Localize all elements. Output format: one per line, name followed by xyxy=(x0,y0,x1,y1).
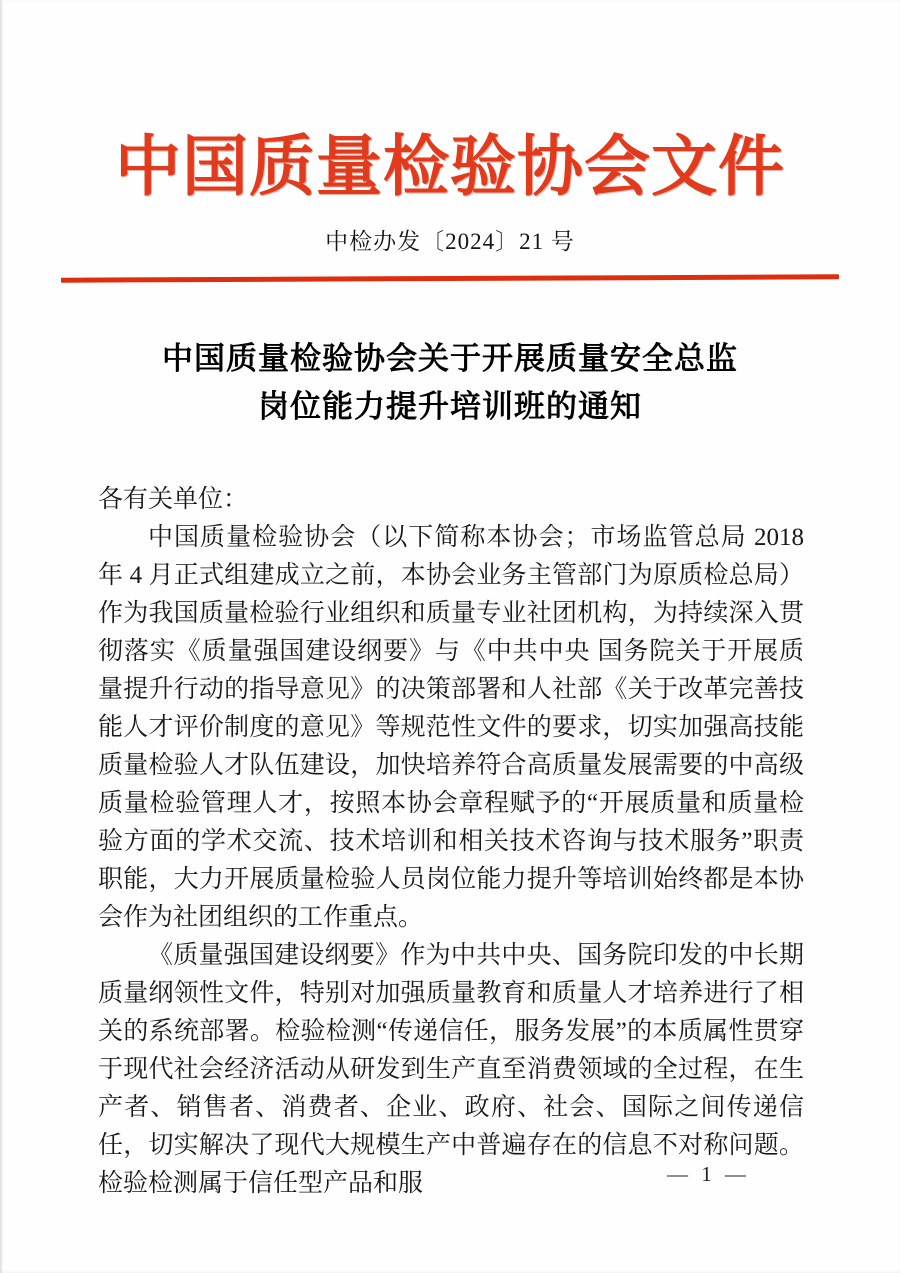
page-number: — 1 — xyxy=(667,1162,750,1186)
notice-title-line-2: 岗位能力提升培训班的通知 xyxy=(258,389,642,425)
body-paragraph-2: 《质量强国建设纲要》作为中共中央、国务院印发的中长期质量纲领性文件，特别对加强质量教育和质量人才培养进行了相关的系统部署。检验检测“传递信任，服务发展”的本质属性贯穿于现代社会经济活动从研发到生产直至消费领域的全过程，在生产者、销售者、消费者、企业、政府、社会、国际之间传递信任，切实解决了现代大规模生产中普遍存在的信息不对称问题。检验检测属于信任型产品和服 xyxy=(98,942,804,1198)
document-number: 中检办发〔2024〕21 号 xyxy=(325,229,575,255)
notice-title xyxy=(60,335,840,431)
scan-edge-shadow xyxy=(0,0,3,1273)
letterhead-title: 中国质量检验协会文件 xyxy=(115,131,785,204)
salutation: 各有关单位： xyxy=(98,486,249,514)
red-divider-rule xyxy=(61,274,839,282)
notice-title-line-1: 中国质量检验协会关于开展质量安全总监 xyxy=(162,341,738,377)
body-paragraph-1: 中国质量检验协会（以下简称本协会；市场监管总局 2018 年 4 月正式组建成立之前，本协会业务主管部门为原质检总局）作为我国质量检验行业组织和质量专业社团机构，为持续深入贯彻落实《质量强国建设纲要》与《中共中央 国务院关于开展质量提升行动的指导意见》的决策部署和人社部《关于改革完善技能人才评价制度的意见》等规范性文件的要求，切实加强高技能质量检验人才队伍建设，加快培养符合高质量发展需要的中高级质量检验管理人才，按照本协会章程赋予的“开展质量和质量检验方面的学术交流、技术培训和相关技术咨询与技术服务”职责职能，大力开展质量检验人员岗位能力提升等培训始终都是本协会作为社团组织的工作重点。 xyxy=(98,524,804,932)
document-body xyxy=(98,481,804,1203)
